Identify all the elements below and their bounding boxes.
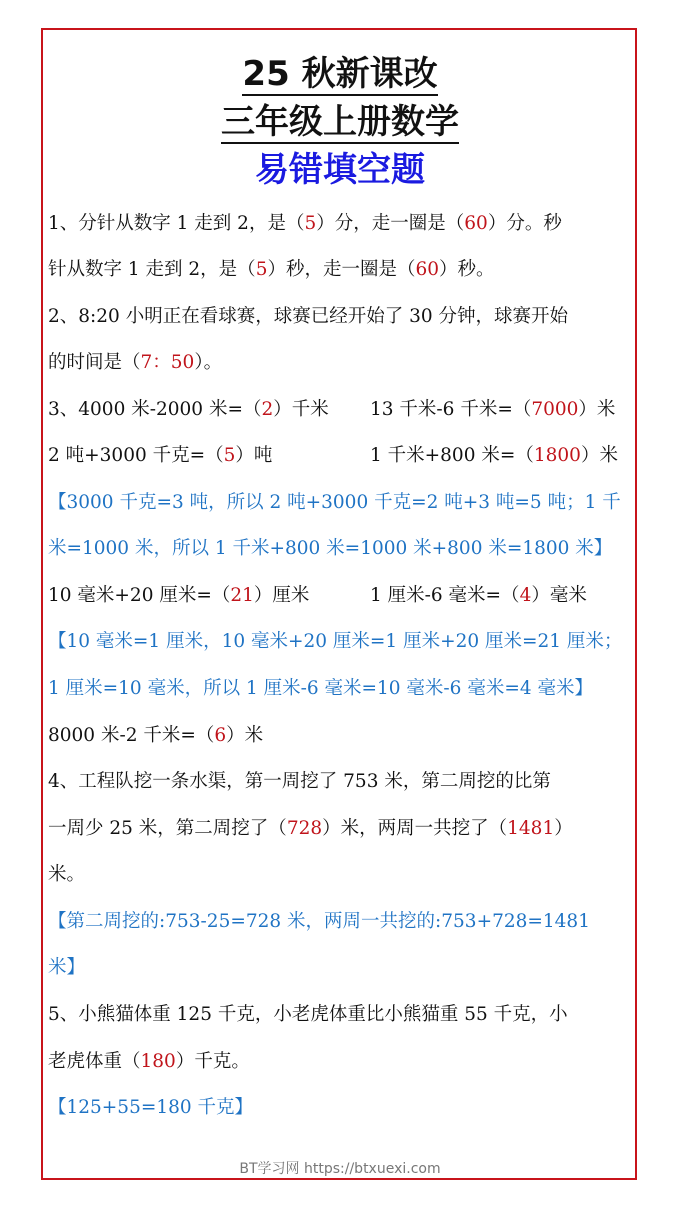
q4-note-1: 【第二周挖的:753-25=728 米，两周一共挖的:753+728=1481	[48, 911, 590, 932]
title-line-3: 易错填空题	[255, 150, 425, 190]
q3-row-2-right: 1 千米+800 米=（1800）米	[370, 445, 618, 466]
q3-row-3-right: 1 厘米-6 毫米=（4）毫米	[370, 585, 587, 606]
q2-line-1: 2、8:20 小明正在看球赛，球赛已经开始了 30 分钟，球赛开始	[48, 306, 568, 327]
q5-note-1: 【125+55=180 千克】	[48, 1097, 254, 1118]
q3-row-4: 8000 米-2 千米=（6）米	[48, 725, 264, 746]
q2-line-2: 的时间是（7：50）。	[48, 352, 223, 373]
q3-row-3-left: 10 毫米+20 厘米=（21）厘米	[48, 585, 310, 606]
q3-note-3: 【10 毫米=1 厘米，10 毫米+20 厘米=1 厘米+20 厘米=21 厘米；	[48, 631, 623, 652]
q5-line-1: 5、小熊猫体重 125 千克，小老虎体重比小熊猫重 55 千克，小	[48, 1004, 568, 1025]
q3-row-1-left: 3、4000 米-2000 米=（2）千米	[48, 399, 329, 420]
q3-note-4: 1 厘米=10 毫米，所以 1 厘米-6 毫米=10 毫米-6 毫米=4 毫米】	[48, 678, 593, 699]
q4-line-3: 米。	[48, 864, 86, 885]
title-line-2: 三年级上册数学	[221, 102, 459, 142]
q4-line-1: 4、工程队挖一条水渠，第一周挖了 753 米，第二周挖的比第	[48, 771, 551, 792]
title-line-1: 25 秋新课改	[242, 54, 438, 94]
q4-note-2: 米】	[48, 957, 86, 978]
footer-watermark: BT学习网 https://btxuexi.com	[239, 1161, 441, 1177]
q3-note-1: 【3000 千克=3 吨，所以 2 吨+3000 千克=2 吨+3 吨=5 吨；1 千	[48, 492, 621, 513]
q3-row-1-right: 13 千米-6 千米=（7000）米	[370, 399, 616, 420]
q4-line-2: 一周少 25 米，第二周挖了（728）米，两周一共挖了（1481）	[48, 818, 573, 839]
q3-row-2-left: 2 吨+3000 千克=（5）吨	[48, 445, 273, 466]
q1-line-1: 1、分针从数字 1 走到 2，是（5）分，走一圈是（60）分。秒	[48, 213, 562, 234]
q5-line-2: 老虎体重（180）千克。	[48, 1051, 250, 1072]
q1-line-2: 针从数字 1 走到 2，是（5）秒，走一圈是（60）秒。	[48, 259, 495, 280]
q3-note-2: 米=1000 米，所以 1 千米+800 米=1000 米+800 米=1800 米】	[48, 538, 613, 559]
